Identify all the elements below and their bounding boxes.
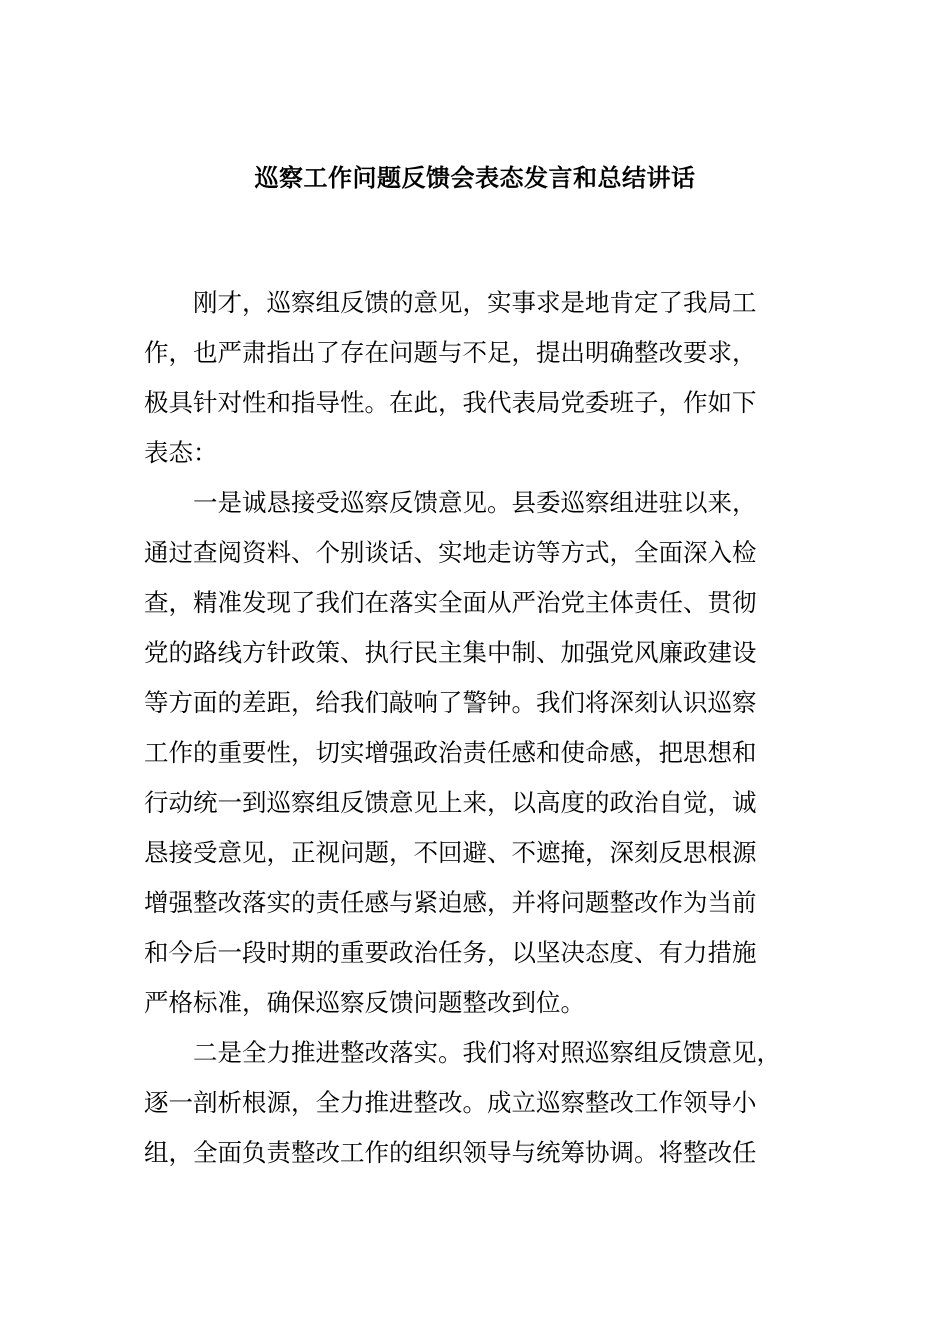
text-line: 一是诚恳接受巡察反馈意见。县委巡察组进驻以来， bbox=[193, 488, 757, 517]
document-title: 巡察工作问题反馈会表态发言和总结讲话 bbox=[254, 164, 696, 192]
text-line: 增强整改落实的责任感与紧迫感，并将问题整改作为当前 bbox=[144, 888, 757, 917]
paragraph-intro bbox=[144, 278, 806, 478]
text-line: 组，全面负责整改工作的组织领导与统筹协调。将整改任 bbox=[144, 1138, 757, 1167]
text-line: 刚才，巡察组反馈的意见，实事求是地肯定了我局工 bbox=[193, 288, 757, 317]
text-line: 极具针对性和指导性。在此，我代表局党委班子，作如下 bbox=[144, 388, 757, 417]
text-line: 严格标准，确保巡察反馈问题整改到位。 bbox=[144, 988, 585, 1017]
text-line: 表态： bbox=[144, 438, 218, 467]
paragraph-point-two bbox=[144, 1028, 806, 1178]
text-line: 逐一剖析根源，全力推进整改。成立巡察整改工作领导小 bbox=[144, 1088, 757, 1117]
text-line: 行动统一到巡察组反馈意见上来，以高度的政治自觉，诚 bbox=[144, 788, 757, 817]
text-line: 通过查阅资料、个别谈话、实地走访等方式，全面深入检 bbox=[144, 538, 757, 567]
text-line: 作，也严肃指出了存在问题与不足，提出明确整改要求， bbox=[144, 338, 757, 367]
document-body bbox=[144, 278, 806, 1178]
paragraph-point-one bbox=[144, 478, 806, 1028]
text-line: 二是全力推进整改落实。我们将对照巡察组反馈意见， bbox=[193, 1038, 781, 1067]
text-line: 恳接受意见，正视问题，不回避、不遮掩，深刻反思根源 bbox=[144, 838, 757, 867]
text-line: 查，精准发现了我们在落实全面从严治党主体责任、贯彻 bbox=[144, 588, 757, 617]
text-line: 等方面的差距，给我们敲响了警钟。我们将深刻认识巡察 bbox=[144, 688, 757, 717]
text-line: 和今后一段时期的重要政治任务，以坚决态度、有力措施 bbox=[144, 938, 757, 967]
text-line: 党的路线方针政策、执行民主集中制、加强党风廉政建设 bbox=[144, 638, 757, 667]
text-line: 工作的重要性，切实增强政治责任感和使命感，把思想和 bbox=[144, 738, 757, 767]
